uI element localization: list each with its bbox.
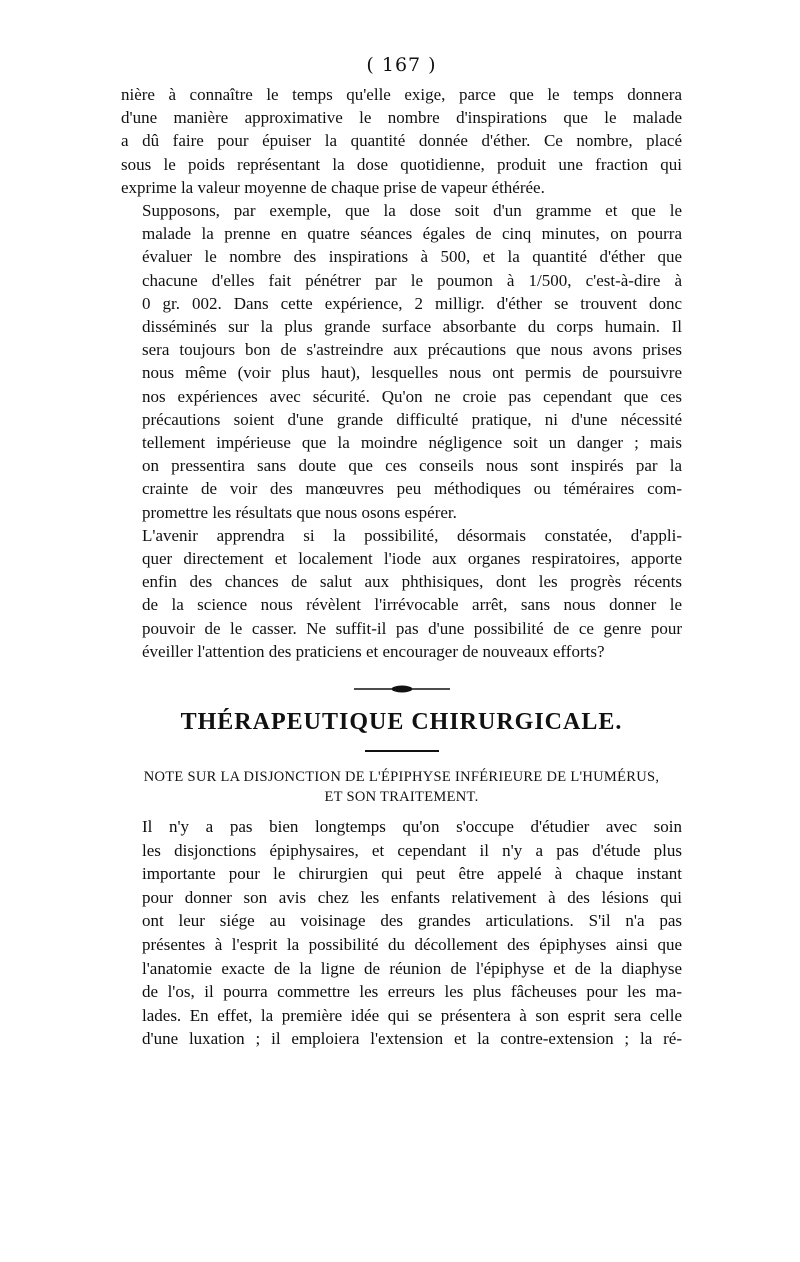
text-line: exprime la valeur moyenne de chaque prise de vapeur éthérée. (121, 177, 545, 197)
section-title: THÉRAPEUTIQUE CHIRURGICALE. (180, 709, 623, 736)
text-line: pouvoir de le casser. Ne suffit-il pas d'une possibilité de ce genre pour (142, 618, 682, 638)
text-line: précautions soient d'une grande difficulté pratique, ni d'une nécessité (142, 409, 682, 429)
paragraph-2 (121, 199, 682, 524)
book-page (121, 54, 682, 1051)
text-line: d'une manière approximative le nombre d'inspirations que le malade (121, 108, 682, 128)
text-line: nière à connaître le temps qu'elle exige, parce que le temps donnera (121, 85, 682, 104)
text-line: tellement impérieuse que la moindre négligence soit un danger ; mais (142, 433, 682, 453)
text-line: 0 gr. 002. Dans cette expérience, 2 milligr. d'éther se trouvent donc (142, 293, 682, 313)
text-line: sous le poids représentant la dose quotidienne, produit une fraction qui (121, 154, 682, 174)
note-title (121, 767, 682, 807)
text-line: crainte de voir des manœuvres peu méthodiques ou téméraires com- (142, 479, 682, 499)
text-line: pour donner son avis chez les enfants relativement à des lésions qui (142, 887, 682, 907)
text-line: promettre les résultats que nous osons espérer. (142, 502, 457, 522)
text-line: présentes à l'esprit la possibilité du décollement des épiphyses ainsi que (142, 935, 682, 955)
text-line: quer directement et localement l'iode aux organes respiratoires, apporte (142, 549, 682, 569)
text-line: éveiller l'attention des praticiens et encourager de nouveaux efforts? (142, 641, 605, 661)
text-line: disséminés sur la plus grande surface absorbante du corps humain. Il (142, 317, 682, 337)
text-line: sera toujours bon de s'astreindre aux précautions que nous avons prises (142, 340, 682, 360)
title-rule (365, 750, 439, 752)
note-paragraph (121, 815, 682, 1051)
note-title-line-1: NOTE SUR LA DISJONCTION DE L'ÉPIPHYSE INFÉRIEURE DE L'HUMÉRUS, (143, 769, 660, 786)
text-line: nos expériences avec sécurité. Qu'on ne croie pas cependant que ces (142, 386, 682, 406)
text-line: enfin des chances de salut aux phthisiques, dont les progrès récents (142, 572, 682, 592)
text-line: importante pour le chirurgien qui peut être appelé à chaque instant (142, 864, 682, 884)
text-line: Supposons, par exemple, que la dose soit d'un gramme et que le (142, 201, 682, 221)
text-line: on pressentira sans doute que ces conseils nous sont inspirés par la (142, 456, 682, 476)
text-line: évaluer le nombre des inspirations à 500, et la quantité d'éther que (142, 247, 682, 267)
text-line: ont leur siége au voisinage des grandes articulations. S'il n'a pas (142, 911, 682, 931)
note-title-line-2: ET SON TRAITEMENT. (324, 789, 479, 806)
text-line: d'une luxation ; il emploiera l'extension et la contre-extension ; la ré- (142, 1029, 682, 1049)
text-line: chacune d'elles fait pénétrer par le poumon à 1/500, c'est-à-dire à (142, 270, 682, 290)
text-line: Il n'y a pas bien longtemps qu'on s'occupe d'étudier avec soin (142, 817, 682, 837)
text-line: L'avenir apprendra si la possibilité, désormais constatée, d'appli- (142, 525, 682, 545)
text-line: a dû faire pour épuiser la quantité donnée d'éther. Ce nombre, placé (121, 131, 682, 151)
paragraph-3 (121, 524, 682, 663)
text-line: de l'os, il pourra commettre les erreurs les plus fâcheuses pour les ma- (142, 982, 682, 1002)
paragraph-1 (121, 83, 682, 199)
text-line: nous même (voir plus haut), lesquelles nous ont permis de poursuivre (142, 363, 682, 383)
page-number: ( 167 ) (366, 54, 437, 76)
ornament-divider-icon (352, 681, 452, 697)
text-line: l'anatomie exacte de la ligne de réunion de l'épiphyse et de la diaphyse (142, 958, 682, 978)
text-line: de la science nous révèlent l'irrévocable arrêt, sans nous donner le (142, 595, 682, 615)
text-line: malade la prenne en quatre séances égales de cinq minutes, on pourra (142, 224, 682, 244)
text-line: lades. En effet, la première idée qui se présentera à son esprit sera celle (142, 1005, 682, 1025)
text-line: les disjonctions épiphysaires, et cependant il n'y a pas d'étude plus (142, 840, 682, 860)
